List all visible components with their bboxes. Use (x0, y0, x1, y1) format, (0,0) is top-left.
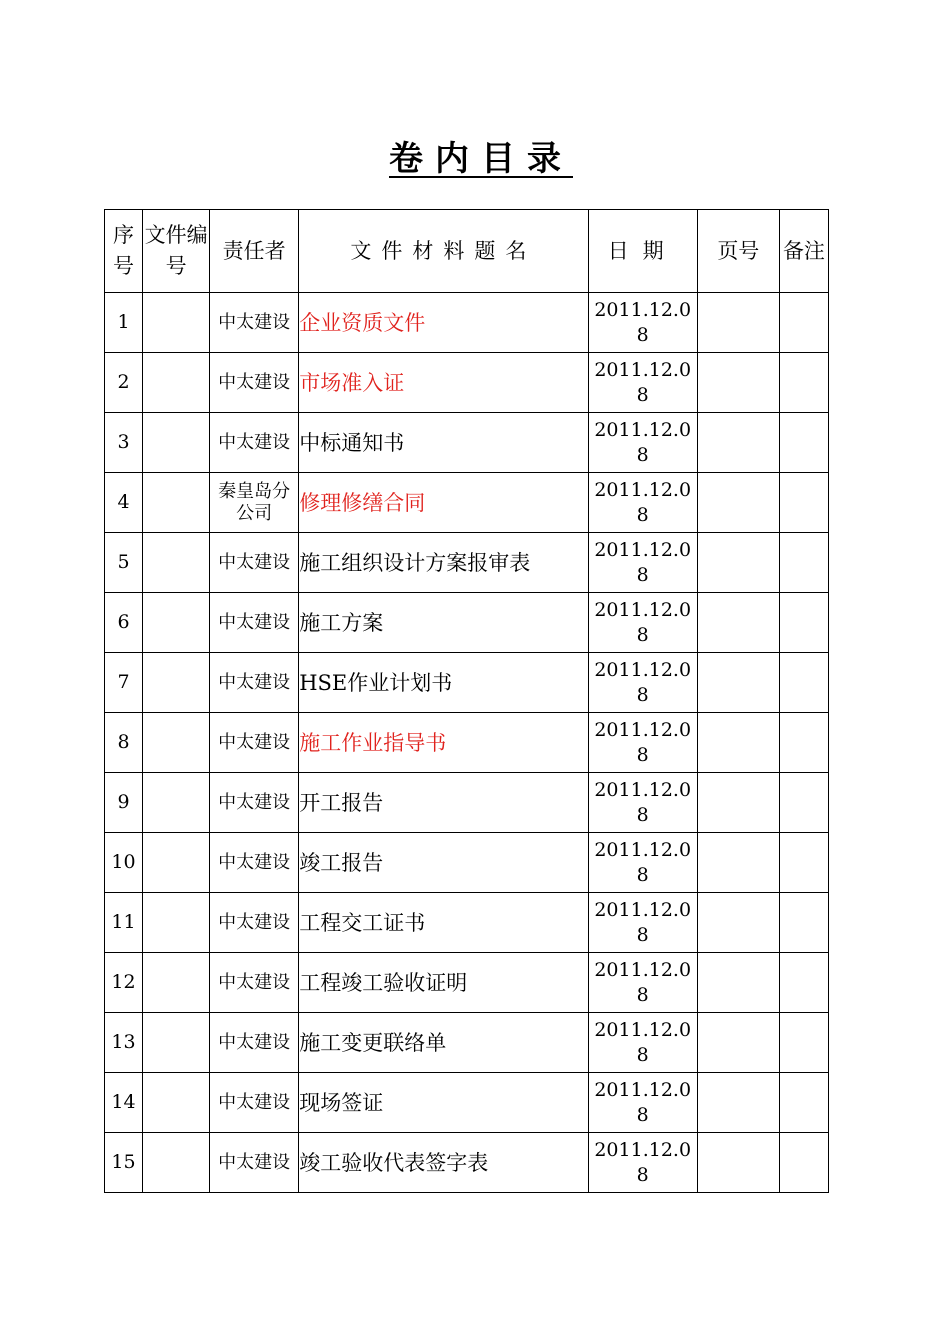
row-doc-no (143, 293, 210, 353)
row-seq: 9 (105, 773, 143, 833)
table-row (105, 653, 829, 713)
row-note (779, 413, 828, 473)
table-row (105, 953, 829, 1013)
row-doc-no (143, 653, 210, 713)
row-date: 2011.12.08 (588, 713, 697, 773)
row-title: 企业资质文件 (299, 293, 588, 353)
row-page (697, 1133, 779, 1193)
row-note (779, 893, 828, 953)
table-row (105, 353, 829, 413)
row-responsible: 中太建设 (210, 713, 299, 773)
row-seq: 12 (105, 953, 143, 1013)
row-responsible: 中太建设 (210, 893, 299, 953)
row-date: 2011.12.08 (588, 413, 697, 473)
row-doc-no (143, 1073, 210, 1133)
row-date: 2011.12.08 (588, 533, 697, 593)
row-date: 2011.12.08 (588, 773, 697, 833)
row-responsible: 中太建设 (210, 1133, 299, 1193)
table-row (105, 293, 829, 353)
row-title: 修理修缮合同 (299, 473, 588, 533)
row-title: 工程竣工验收证明 (299, 953, 588, 1013)
row-page (697, 893, 779, 953)
row-responsible: 秦皇岛分公司 (210, 473, 299, 533)
row-title: 施工作业指导书 (299, 713, 588, 773)
row-title: 中标通知书 (299, 413, 588, 473)
row-responsible: 中太建设 (210, 773, 299, 833)
row-note (779, 593, 828, 653)
row-seq: 10 (105, 833, 143, 893)
row-page (697, 833, 779, 893)
row-date: 2011.12.08 (588, 353, 697, 413)
row-note (779, 293, 828, 353)
table-row (105, 833, 829, 893)
row-doc-no (143, 413, 210, 473)
row-note (779, 833, 828, 893)
row-seq: 15 (105, 1133, 143, 1193)
row-seq: 6 (105, 593, 143, 653)
row-note (779, 533, 828, 593)
table-row (105, 1073, 829, 1133)
header-responsible: 责任者 (210, 210, 299, 293)
row-doc-no (143, 833, 210, 893)
row-title: 施工方案 (299, 593, 588, 653)
row-page (697, 1073, 779, 1133)
row-page (697, 413, 779, 473)
row-date: 2011.12.08 (588, 653, 697, 713)
row-page (697, 353, 779, 413)
row-seq: 4 (105, 473, 143, 533)
row-date: 2011.12.08 (588, 293, 697, 353)
table-row (105, 593, 829, 653)
row-date: 2011.12.08 (588, 1133, 697, 1193)
row-seq: 14 (105, 1073, 143, 1133)
row-doc-no (143, 533, 210, 593)
table-row (105, 413, 829, 473)
row-note (779, 713, 828, 773)
catalog-body (105, 293, 829, 1193)
row-date: 2011.12.08 (588, 833, 697, 893)
row-title: 竣工报告 (299, 833, 588, 893)
row-date: 2011.12.08 (588, 953, 697, 1013)
row-doc-no (143, 473, 210, 533)
row-seq: 5 (105, 533, 143, 593)
header-note: 备注 (779, 210, 828, 293)
row-date: 2011.12.08 (588, 593, 697, 653)
row-title: 竣工验收代表签字表 (299, 1133, 588, 1193)
row-seq: 7 (105, 653, 143, 713)
row-doc-no (143, 953, 210, 1013)
table-row (105, 1013, 829, 1073)
row-title: 开工报告 (299, 773, 588, 833)
row-page (697, 653, 779, 713)
page-title-text: 卷内目录 (389, 139, 573, 179)
row-page (697, 473, 779, 533)
row-seq: 8 (105, 713, 143, 773)
row-seq: 1 (105, 293, 143, 353)
row-date: 2011.12.08 (588, 1013, 697, 1073)
row-page (697, 293, 779, 353)
row-seq: 11 (105, 893, 143, 953)
row-page (697, 773, 779, 833)
row-responsible: 中太建设 (210, 953, 299, 1013)
row-page (697, 1013, 779, 1073)
row-page (697, 593, 779, 653)
row-responsible: 中太建设 (210, 293, 299, 353)
table-row (105, 533, 829, 593)
catalog-table (104, 209, 829, 1193)
row-doc-no (143, 893, 210, 953)
row-note (779, 953, 828, 1013)
row-doc-no (143, 353, 210, 413)
row-seq: 3 (105, 413, 143, 473)
row-note (779, 653, 828, 713)
header-doc-no: 文件编号 (143, 210, 210, 293)
row-note (779, 353, 828, 413)
row-responsible: 中太建设 (210, 1073, 299, 1133)
row-doc-no (143, 593, 210, 653)
row-doc-no (143, 1013, 210, 1073)
row-page (697, 533, 779, 593)
table-row (105, 1133, 829, 1193)
row-page (697, 953, 779, 1013)
header-seq: 序号 (105, 210, 143, 293)
row-responsible: 中太建设 (210, 653, 299, 713)
row-note (779, 473, 828, 533)
row-note (779, 1013, 828, 1073)
row-title: HSE作业计划书 (299, 653, 588, 713)
row-date: 2011.12.08 (588, 1073, 697, 1133)
row-responsible: 中太建设 (210, 353, 299, 413)
row-note (779, 1073, 828, 1133)
row-note (779, 773, 828, 833)
table-row (105, 473, 829, 533)
header-title: 文件材料题名 (299, 210, 588, 293)
header-date: 日期 (588, 210, 697, 293)
row-title: 施工组织设计方案报审表 (299, 533, 588, 593)
row-title: 市场准入证 (299, 353, 588, 413)
row-responsible: 中太建设 (210, 413, 299, 473)
row-responsible: 中太建设 (210, 1013, 299, 1073)
row-doc-no (143, 1133, 210, 1193)
row-note (779, 1133, 828, 1193)
row-doc-no (143, 773, 210, 833)
row-responsible: 中太建设 (210, 533, 299, 593)
row-title: 施工变更联络单 (299, 1013, 588, 1073)
row-seq: 2 (105, 353, 143, 413)
row-responsible: 中太建设 (210, 833, 299, 893)
row-responsible: 中太建设 (210, 593, 299, 653)
table-row (105, 893, 829, 953)
row-seq: 13 (105, 1013, 143, 1073)
header-page: 页号 (697, 210, 779, 293)
row-doc-no (143, 713, 210, 773)
row-title: 现场签证 (299, 1073, 588, 1133)
table-row (105, 773, 829, 833)
row-date: 2011.12.08 (588, 473, 697, 533)
table-row (105, 713, 829, 773)
row-date: 2011.12.08 (588, 893, 697, 953)
row-page (697, 713, 779, 773)
header-row (105, 210, 829, 293)
page-title (0, 136, 950, 182)
row-title: 工程交工证书 (299, 893, 588, 953)
